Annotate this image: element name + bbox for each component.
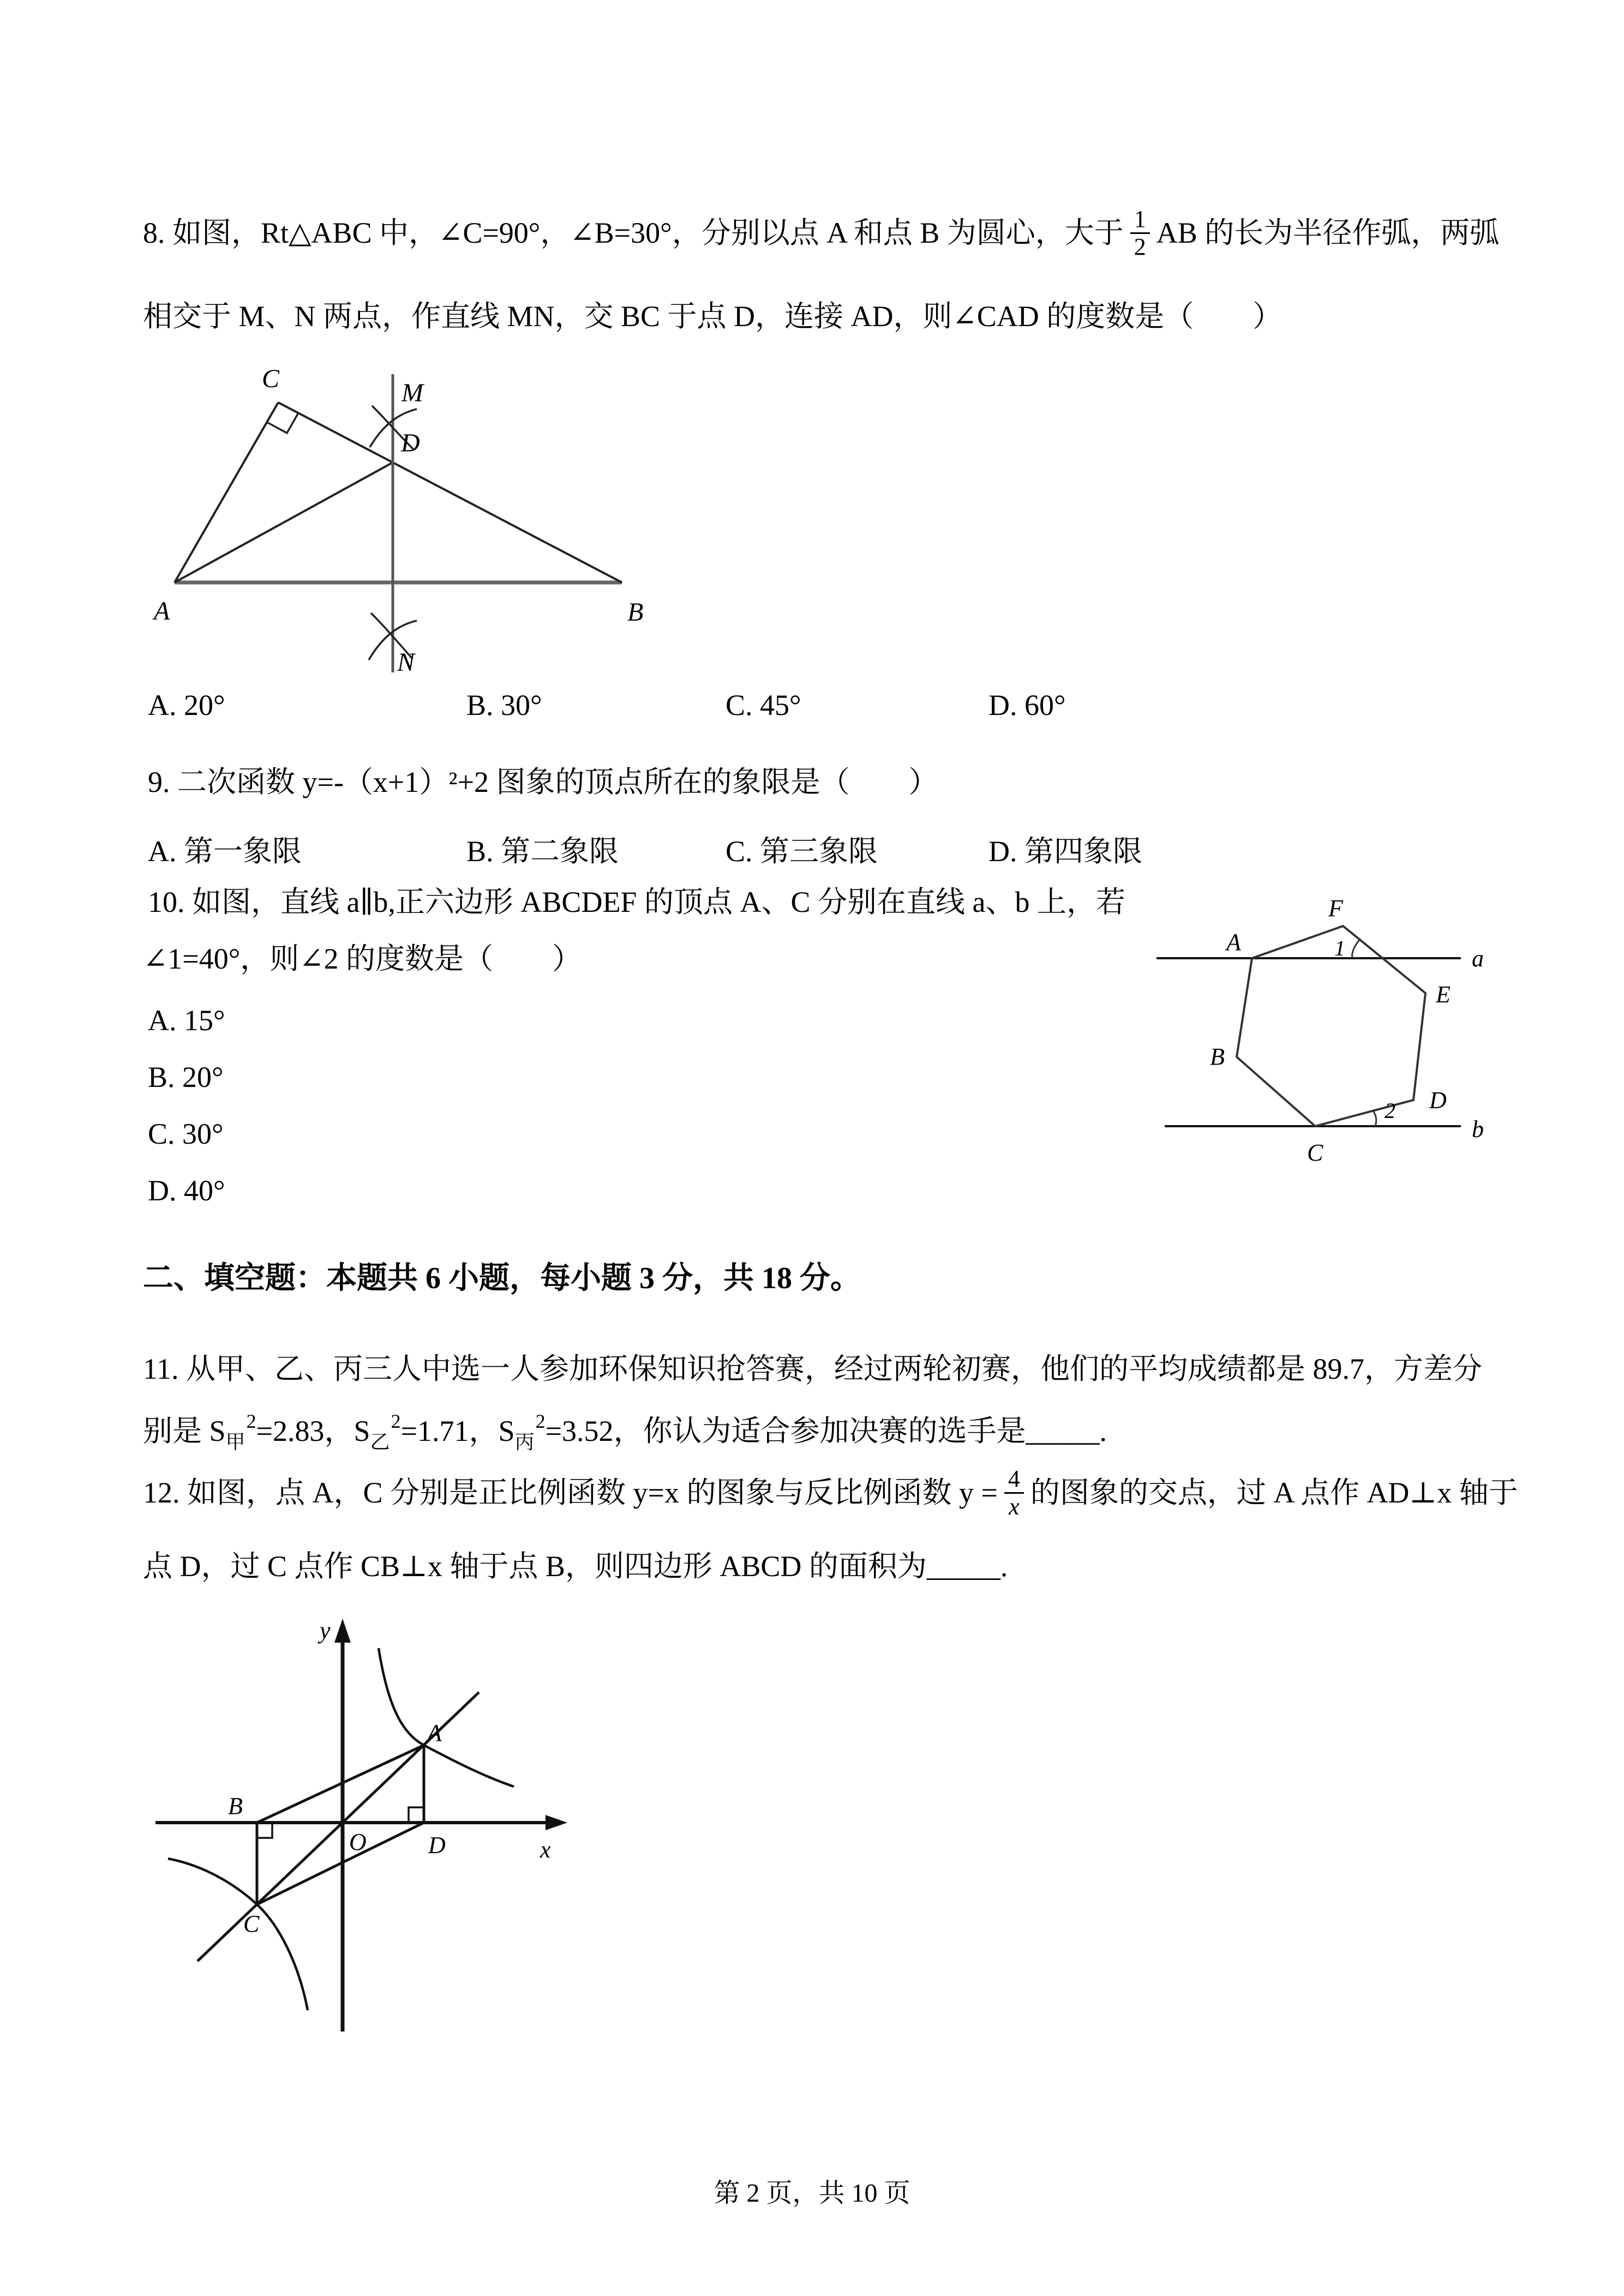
q9-option-a: A. 第一象限	[148, 835, 302, 868]
q9-option-b: B. 第二象限	[466, 835, 619, 868]
q8-option-b: B. 30°	[466, 689, 542, 722]
fig10-label-b-vertex: B	[1210, 1043, 1225, 1070]
q8-line1-pre: 8. 如图，Rt△ABC 中，∠C=90°，∠B=30°，分别以点 A 和点 B 为圆心，大于	[143, 217, 1124, 249]
q10-option-b: B. 20°	[148, 1061, 224, 1093]
fig12-label-c: C	[243, 1910, 260, 1937]
q12-fraction-4-over-x	[1004, 1466, 1024, 1519]
fig8-label-c: C	[262, 364, 280, 393]
q8-figure-triangle-construction	[125, 353, 726, 681]
q11-text-line-1: 11. 从甲、乙、丙三人中选一人参加环保知识抢答赛，经过两轮初赛，他们的平均成绩都是 89.7，方差分	[143, 1353, 1482, 1385]
q10-text-line-1: 10. 如图，直线 a∥b,正六边形 ABCDEF 的顶点 A、C 分别在直线 a、b 上，若	[148, 886, 1125, 918]
fig8-side-ac	[175, 402, 278, 582]
q8-option-d: D. 60°	[988, 689, 1066, 722]
q10-text-line-2: ∠1=40°，则∠2 的度数是（ ）	[143, 942, 582, 975]
q11-sub-yi: 乙	[370, 1431, 390, 1453]
q12-fraction-numerator: 4	[1008, 1465, 1020, 1492]
q10-option-d: D. 40°	[148, 1174, 225, 1207]
fig8-label-m: M	[401, 378, 423, 407]
q11-l2-s2: =1.71，S	[400, 1415, 515, 1447]
q11-sup-yi: 2	[391, 1410, 401, 1432]
q8-fraction-denominator: 2	[1134, 233, 1146, 260]
fig12-segment-cd	[257, 1823, 424, 1904]
q11-l2-s1: =2.83，S	[256, 1415, 370, 1447]
fig10-angle1-arc	[1352, 939, 1361, 958]
fig12-hyperbola-branch-q1	[379, 1648, 514, 1787]
q8-text-line-1	[143, 192, 1499, 274]
fig10-label-d: D	[1429, 1087, 1447, 1114]
q8-text-line-2: 相交于 M、N 两点，作直线 MN，交 BC 于点 D，连接 AD，则∠CAD 的度数是（ ）	[143, 300, 1283, 333]
q11-sup-bing: 2	[535, 1410, 546, 1432]
fig12-label-x: x	[540, 1836, 551, 1863]
fig8-label-n: N	[397, 648, 415, 677]
q10-option-a: A. 15°	[148, 1004, 225, 1037]
q11-sup-jia: 2	[246, 1410, 256, 1432]
q12-text-line-2: 点 D，过 C 点作 CB⊥x 轴于点 B，则四边形 ABCD 的面积为_____.	[143, 1550, 1008, 1583]
q9-option-d: D. 第四象限	[988, 835, 1142, 868]
fig10-label-f: F	[1328, 895, 1343, 922]
q8-option-c: C. 45°	[726, 689, 801, 722]
q8-line1-post: AB 的长为半径作弧，两弧	[1156, 217, 1500, 249]
fig8-label-a: A	[154, 597, 170, 626]
fig12-label-d: D	[428, 1832, 446, 1859]
q11-sub-jia: 甲	[225, 1431, 245, 1453]
fig12-label-y: y	[320, 1617, 331, 1644]
fig10-label-angle-2: 2	[1385, 1098, 1395, 1123]
fig12-right-angle-mark-d	[409, 1807, 424, 1823]
fig8-label-d: D	[401, 429, 420, 458]
q12-figure-coordinate-plane	[136, 1609, 600, 2045]
fig12-right-angle-mark-b	[257, 1823, 272, 1838]
fig12-hyperbola-branch-q3	[168, 1859, 308, 2010]
q10-figure-hexagon	[1135, 862, 1527, 1167]
q8-option-a: A. 20°	[148, 689, 225, 722]
q11-l2-s3: =3.52，你认为适合参加决赛的选手是_____.	[545, 1415, 1107, 1447]
fig10-label-c: C	[1307, 1139, 1323, 1166]
q12-text-line-1	[143, 1452, 1518, 1534]
q9-option-c: C. 第三象限	[726, 835, 878, 868]
q12-line1-pre: 12. 如图，点 A，C 分别是正比例函数 y=x 的图象与反比例函数 y =	[143, 1476, 998, 1509]
fig8-label-b: B	[627, 598, 644, 627]
fig12-label-b: B	[228, 1793, 243, 1819]
fig10-label-line-a: a	[1472, 945, 1484, 972]
fig10-hexagon-abcdef	[1237, 926, 1425, 1126]
fig10-label-e: E	[1436, 981, 1451, 1008]
q12-fraction-denominator: x	[1009, 1493, 1020, 1520]
fig8-side-cb	[278, 402, 622, 582]
q8-fraction-numerator: 1	[1134, 205, 1146, 232]
fig12-y-axis-arrow	[334, 1619, 351, 1643]
fig10-label-line-b: b	[1472, 1116, 1484, 1143]
page-footer: 第 2 页，共 10 页	[714, 2179, 910, 2208]
fig10-label-angle-1: 1	[1334, 936, 1345, 960]
fig12-segment-ba	[257, 1745, 424, 1823]
q11-text-line-2	[143, 1410, 1107, 1453]
q9-text: 9. 二次函数 y=-（x+1）²+2 图象的顶点所在的象限是（ ）	[148, 766, 938, 798]
q11-sub-bing: 丙	[514, 1431, 535, 1453]
fig12-label-o: O	[349, 1829, 367, 1855]
q11-l2-s0: 别是 S	[143, 1415, 226, 1447]
q12-line1-post: 的图象的交点，过 A 点作 AD⊥x 轴于	[1030, 1476, 1518, 1509]
q10-option-c: C. 30°	[148, 1117, 224, 1150]
fig12-label-a: A	[427, 1720, 442, 1746]
fig10-label-a-vertex: A	[1226, 929, 1241, 955]
fig12-x-axis-arrow	[546, 1815, 567, 1830]
fig8-segment-ad	[175, 462, 393, 582]
fig10-angle2-arc	[1373, 1111, 1376, 1126]
q8-fraction-one-half	[1130, 206, 1150, 260]
section2-header: 二、填空题：本题共 6 小题，每小题 3 分，共 18 分。	[143, 1261, 861, 1295]
